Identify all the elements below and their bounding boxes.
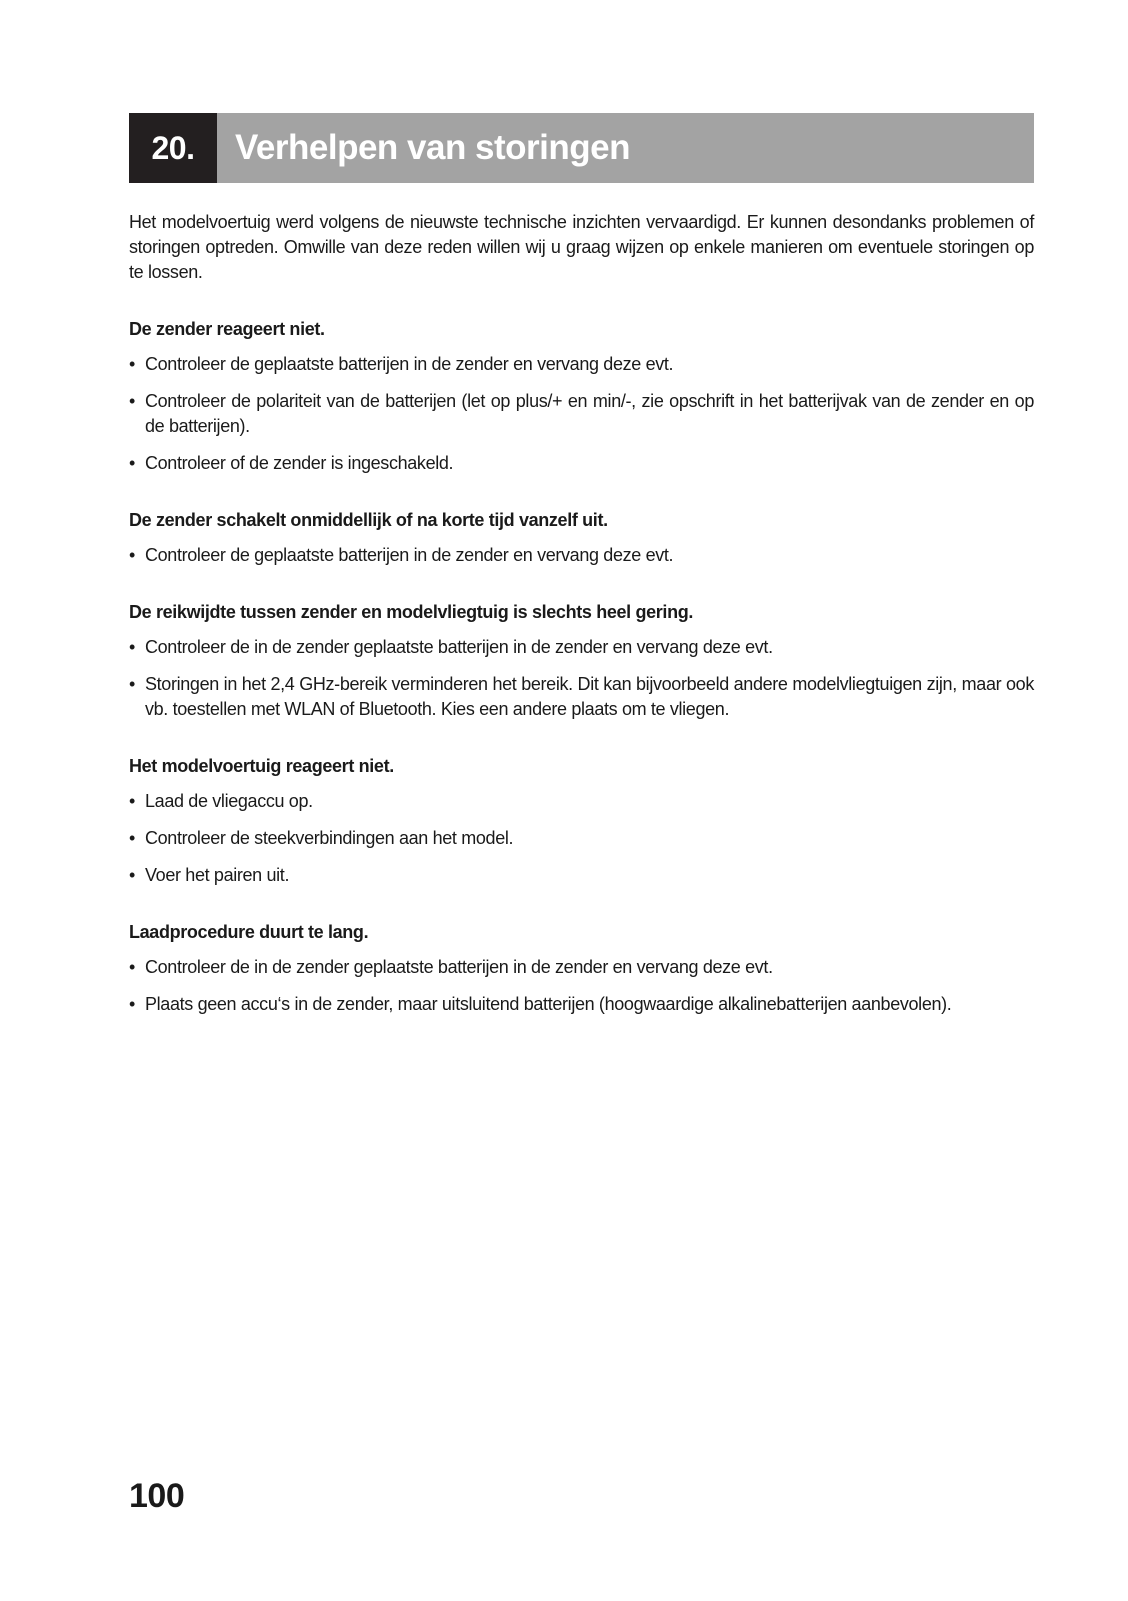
list-item-text: Controleer de geplaatste batterijen in de zender en vervang deze evt. — [145, 545, 674, 565]
section-heading: Het modelvoertuig reageert niet. — [129, 756, 394, 776]
list-item — [129, 635, 1034, 660]
intro-paragraph: Het modelvoertuig werd volgens de nieuwste technische inzichten vervaardigd. Er kunnen desondanks problemen of storingen optreden. Omwille van deze reden willen wij u graag wijzen op enkele manieren om eventuele storingen op te lossen. — [129, 212, 1034, 282]
bullet-list — [129, 352, 1034, 476]
bullet-icon: • — [129, 354, 135, 374]
troubleshooting-section — [129, 317, 1034, 476]
list-item — [129, 955, 1034, 980]
section-heading: Laadprocedure duurt te lang. — [129, 922, 369, 942]
troubleshooting-sections — [129, 317, 1034, 1017]
list-item — [129, 389, 1034, 439]
list-item-text: Controleer de geplaatste batterijen in de zender en vervang deze evt. — [145, 354, 674, 374]
troubleshooting-section — [129, 600, 1034, 722]
section-heading: De zender reageert niet. — [129, 319, 325, 339]
list-item-text: Storingen in het 2,4 GHz-bereik verminderen het bereik. Dit kan bijvoorbeeld andere modelvliegtuigen zijn, maar ook vb. toestellen met WLAN of Bluetooth. Kies een andere plaats om te vliegen. — [145, 674, 1034, 719]
page-number: 100 — [129, 1477, 185, 1515]
bullet-icon: • — [129, 674, 135, 694]
troubleshooting-section — [129, 754, 1034, 888]
list-item-text: Controleer de in de zender geplaatste batterijen in de zender en vervang deze evt. — [145, 957, 773, 977]
section-title: Verhelpen van storingen — [217, 113, 1034, 183]
bullet-icon: • — [129, 828, 135, 848]
troubleshooting-section — [129, 920, 1034, 1017]
list-item-text: Controleer de polariteit van de batterijen (let op plus/+ en min/-, zie opschrift in het batterijvak van de zender en op de batterijen). — [145, 391, 1034, 436]
bullet-icon: • — [129, 957, 135, 977]
page-content — [129, 210, 1034, 1049]
list-item — [129, 826, 1034, 851]
list-item-text: Controleer de steekverbindingen aan het model. — [145, 828, 514, 848]
section-header — [129, 113, 1034, 183]
bullet-icon: • — [129, 994, 135, 1014]
list-item-text: Laad de vliegaccu op. — [145, 791, 313, 811]
list-item-text: Plaats geen accu‘s in de zender, maar uitsluitend batterijen (hoogwaardige alkalinebatterijen aanbevolen). — [145, 994, 952, 1014]
list-item-text: Controleer de in de zender geplaatste batterijen in de zender en vervang deze evt. — [145, 637, 773, 657]
list-item — [129, 543, 1034, 568]
troubleshooting-section — [129, 508, 1034, 568]
list-item — [129, 789, 1034, 814]
bullet-list — [129, 635, 1034, 722]
list-item-text: Controleer of de zender is ingeschakeld. — [145, 453, 454, 473]
bullet-icon: • — [129, 791, 135, 811]
section-number: 20. — [129, 113, 217, 183]
list-item-text: Voer het pairen uit. — [145, 865, 290, 885]
bullet-icon: • — [129, 453, 135, 473]
bullet-icon: • — [129, 391, 135, 411]
bullet-icon: • — [129, 637, 135, 657]
bullet-icon: • — [129, 865, 135, 885]
bullet-icon: • — [129, 545, 135, 565]
list-item — [129, 451, 1034, 476]
bullet-list — [129, 543, 1034, 568]
bullet-list — [129, 955, 1034, 1017]
bullet-list — [129, 789, 1034, 888]
section-heading: De reikwijdte tussen zender en modelvliegtuig is slechts heel gering. — [129, 602, 694, 622]
list-item — [129, 352, 1034, 377]
section-heading: De zender schakelt onmiddellijk of na korte tijd vanzelf uit. — [129, 510, 608, 530]
list-item — [129, 672, 1034, 722]
list-item — [129, 863, 1034, 888]
list-item — [129, 992, 1034, 1017]
